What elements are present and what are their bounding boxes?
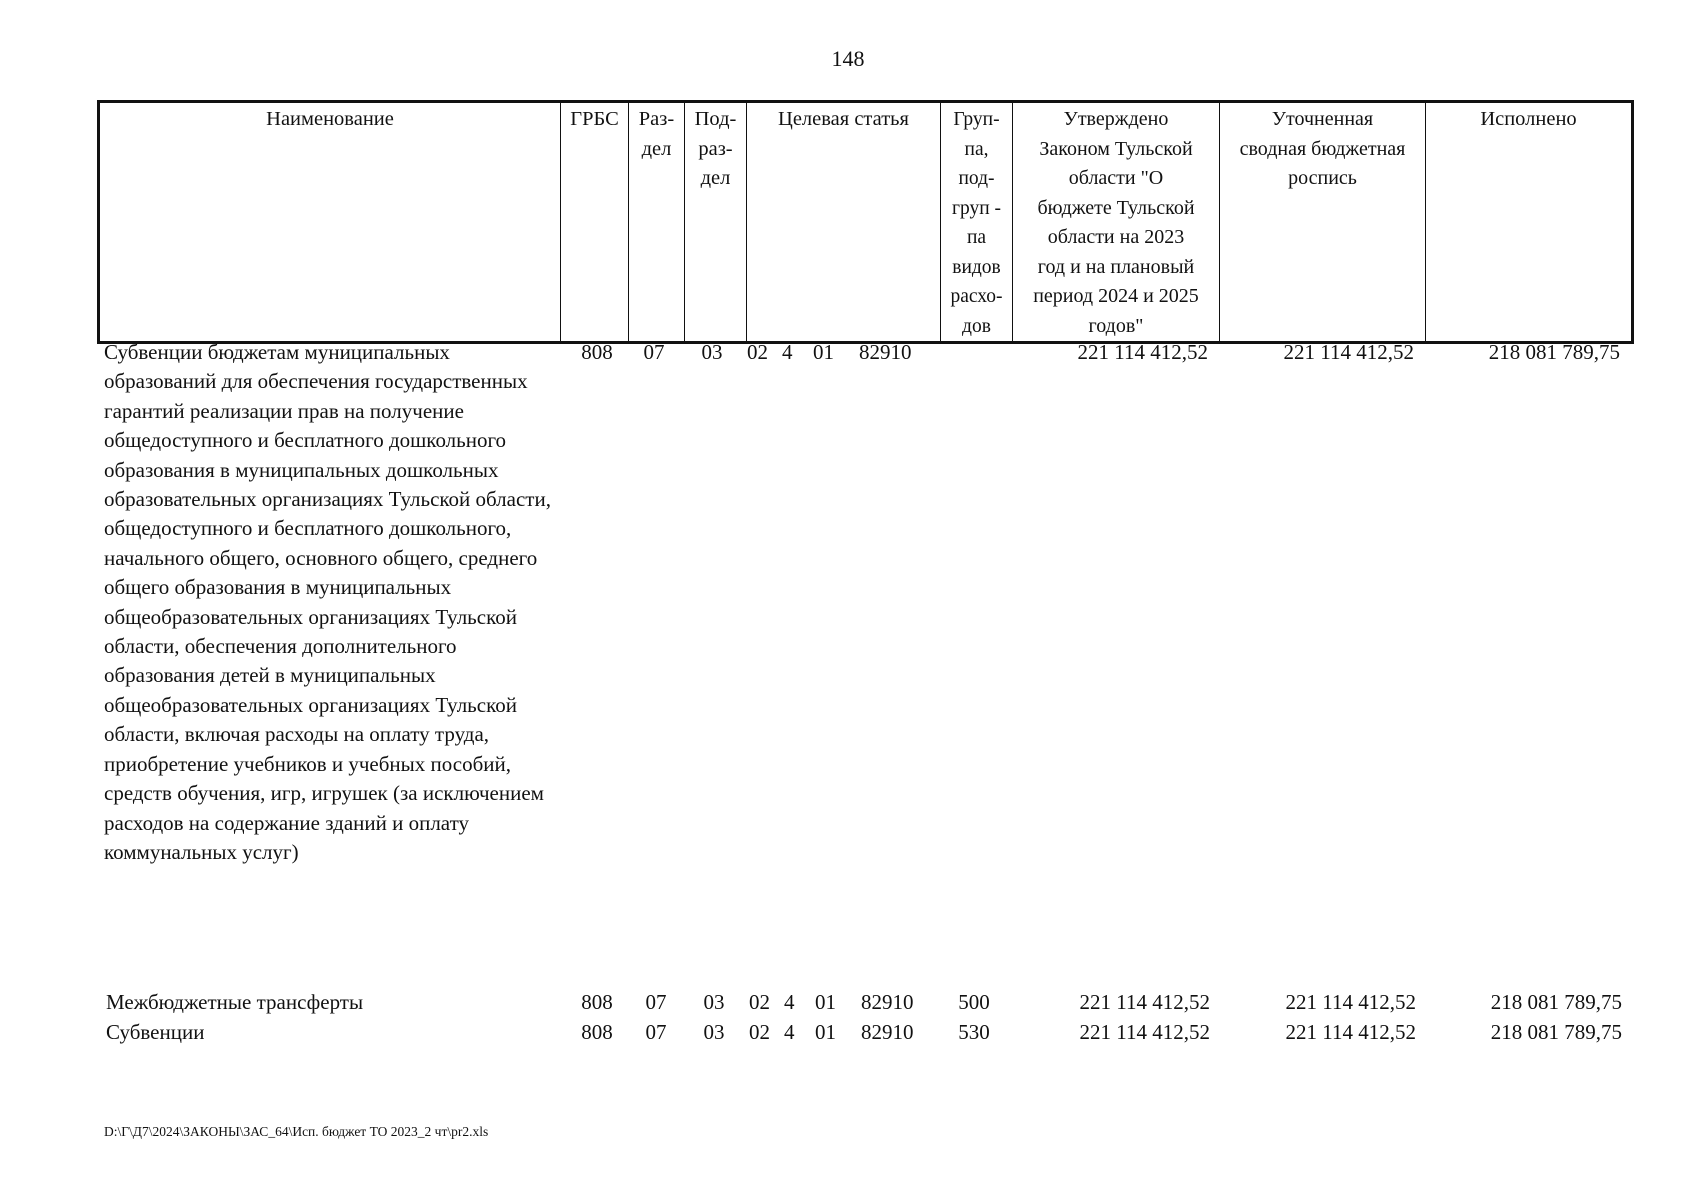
table-header xyxy=(97,100,1634,344)
row-2-name: Межбюджетные трансферты xyxy=(106,990,364,1014)
row-2-executed: 218 081 789,75 xyxy=(1490,990,1622,1014)
page-number: 148 xyxy=(831,46,865,71)
row-2-podrazdel: 03 xyxy=(703,990,725,1014)
table-row xyxy=(0,988,1696,1018)
table-row xyxy=(0,338,1696,368)
row-2-refined: 221 114 412,52 xyxy=(1285,990,1416,1014)
row-1-target-3: 01 xyxy=(813,340,834,364)
row-2-target-4: 82910 xyxy=(861,990,914,1014)
row-3-grbs: 808 xyxy=(581,1020,613,1044)
footer-file-path: D:\Г\Д7\2024\ЗАКОНЫ\ЗАС_64\Исп. бюджет ТО 2023_2 чт\pr2.xls xyxy=(104,1124,489,1139)
row-1-refined: 221 114 412,52 xyxy=(1283,340,1414,364)
header-group: Груп- па, под- груп - па видов расхо- дов xyxy=(941,102,1013,343)
header-grbs: ГРБС xyxy=(561,102,629,343)
row-1-executed: 218 081 789,75 xyxy=(1488,340,1620,364)
header-approved: Утверждено Законом Тульской области "О бюджете Тульской области на 2023 год и на плановый период 2024 и 2025 годов" xyxy=(1013,102,1220,343)
row-1-target-2: 4 xyxy=(782,340,793,364)
row-2-target-3: 01 xyxy=(815,990,836,1014)
row-2-approved: 221 114 412,52 xyxy=(1079,990,1210,1014)
row-3-target-3: 01 xyxy=(815,1020,836,1044)
row-2-group: 500 xyxy=(958,990,990,1014)
row-1-podrazdel: 03 xyxy=(701,340,723,364)
row-2-grbs: 808 xyxy=(581,990,613,1014)
row-1-approved: 221 114 412,52 xyxy=(1077,340,1208,364)
row-2-target-2: 4 xyxy=(784,990,795,1014)
row-2-razdel: 07 xyxy=(645,990,667,1014)
row-3-target-2: 4 xyxy=(784,1020,795,1044)
header-executed: Исполнено xyxy=(1426,102,1633,343)
header-target: Целевая статья xyxy=(747,102,941,343)
row-3-approved: 221 114 412,52 xyxy=(1079,1020,1210,1044)
row-1-target-1: 02 xyxy=(747,340,768,364)
header-razdel: Раз- дел xyxy=(629,102,685,343)
header-podrazdel: Под- раз- дел xyxy=(685,102,747,343)
header-name: Наименование xyxy=(99,102,561,343)
row-1-razdel: 07 xyxy=(643,340,665,364)
header-refined: Уточненная сводная бюджетная роспись xyxy=(1220,102,1426,343)
row-3-podrazdel: 03 xyxy=(703,1020,725,1044)
row-2-target-1: 02 xyxy=(749,990,770,1014)
row-3-executed: 218 081 789,75 xyxy=(1490,1020,1622,1044)
row-1-grbs: 808 xyxy=(581,340,613,364)
row-1-name: Субвенции бюджетам муниципальных образований для обеспечения государственных гарантий реализации прав на получение общедоступного и бесплатного дошкольного образования в муниципальных дошкольных образовательных организациях Тульской области, общедоступного и бесплатного дошкольного, начального общего, основного общего, среднего общего образования в муниципальных общеобразовательных организациях Тульской области, обеспечения дополнительного образования детей в муниципальных общеобразовательных организациях Тульской области, включая расходы на оплату труда, приобретение учебников и учебных пособий, средств обучения, игр, игрушек (за исключением расходов на содержание зданий и оплату коммунальных услуг) xyxy=(104,340,551,864)
row-3-target-4: 82910 xyxy=(861,1020,914,1044)
row-1-target-4: 82910 xyxy=(859,340,912,364)
table-row xyxy=(0,1018,1696,1048)
row-3-name: Субвенции xyxy=(106,1020,205,1044)
row-3-target-1: 02 xyxy=(749,1020,770,1044)
row-3-refined: 221 114 412,52 xyxy=(1285,1020,1416,1044)
row-3-razdel: 07 xyxy=(645,1020,667,1044)
row-3-group: 530 xyxy=(958,1020,990,1044)
